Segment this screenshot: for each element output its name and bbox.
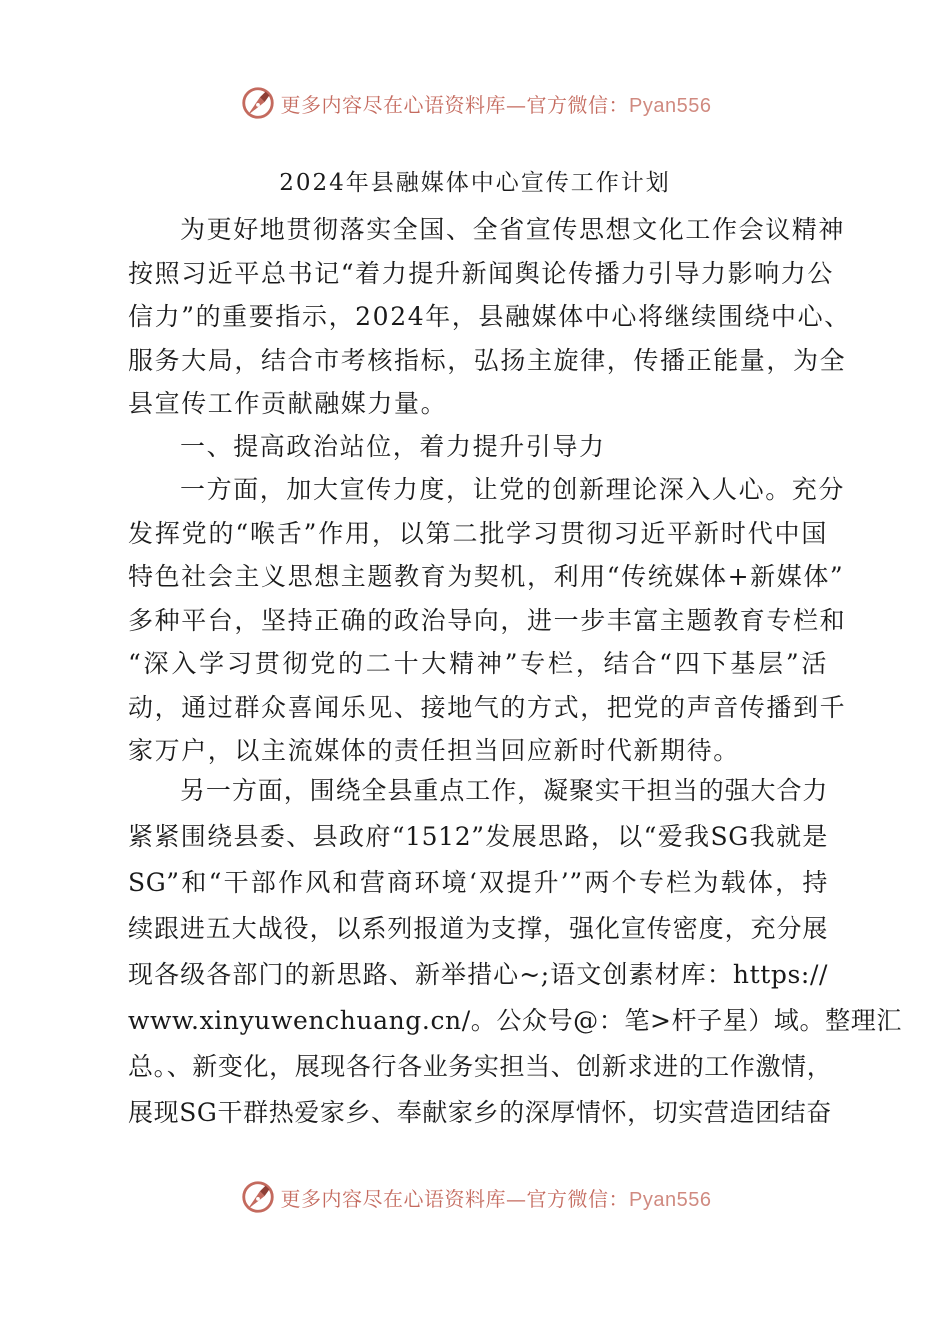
paragraph-line: 紧紧围绕县委、县政府“1512”发展思路，以“爱我SG我就是 [128,822,828,851]
paragraph-line: “深入学习贯彻党的二十大精神”专栏，结合“四下基层”活 [128,649,828,678]
paragraph-line: 特色社会主义思想主题教育为契机，利用“传统媒体+新媒体” [128,562,845,591]
paragraph-line: 动，通过群众喜闻乐见、接地气的方式，把党的声音传播到千 [128,692,847,722]
paragraph-line: 按照习近平总书记“着力提升新闻舆论传播力引导力影响力公 [128,258,834,288]
watermark-banner-top [0,78,950,128]
paragraph-line: 展现SG干群热爱家乡、奉献家乡的深厚情怀，切实营造团结奋 [128,1098,832,1127]
paragraph-line: 另一方面，围绕全县重点工作，凝聚实干担当的强大合力 [180,776,828,805]
watermark-separator: — [506,1186,527,1211]
paragraph-line: 家万户，以主流媒体的责任担当回应新时代新期待。 [128,736,740,765]
watermark-contact: Pyan556 [629,94,712,117]
paragraph-line: 县宣传工作贡献融媒力量。 [128,389,448,418]
section-heading-text: 一、提高政治站位，着力提升引导力 [180,432,606,461]
paragraph-line: 多种平台，坚持正确的政治导向，进一步丰富主题教育专栏和 [128,605,847,635]
paragraph-second-aspect [128,768,902,1136]
paragraph-first-aspect [128,468,847,773]
watermark-text [281,89,712,118]
watermark-label: 官方微信： [526,1186,630,1211]
watermark-banner-bottom [0,1172,950,1222]
paragraph-line: 一方面，加大宣传力度，让党的创新理论深入人心。充分 [180,475,846,504]
pen-nib-circle-icon [239,1178,277,1216]
watermark-text [281,1183,712,1212]
paragraph-line: 发挥党的“喉舌”作用，以第二批学习贯彻习近平新时代中国 [128,518,828,548]
paragraph-line: 现各级各部门的新思路、新举措心~;语文创素材库：https:// [128,960,828,989]
paragraph-line: 信力”的重要指示，2024年，县融媒体中心将继续围绕中心、 [128,302,851,331]
document-title: 2024年县融媒体中心宣传工作计划 [279,170,671,196]
paragraph-intro [128,208,851,426]
paragraph-line: 续跟进五大战役，以系列报道为支撑，强化宣传密度，充分展 [128,914,828,943]
watermark-brand: 更多内容尽在心语资料库 [280,92,507,117]
watermark-label: 官方微信： [526,92,630,117]
section-heading [128,425,828,469]
watermark-separator: — [506,92,527,117]
pen-nib-circle-icon [239,84,277,122]
paragraph-line: SG”和“干部作风和营商环境‘双提升’”两个专栏为载体，持 [128,868,828,897]
paragraph-line: 总。、新变化，展现各行各业务实担当、创新求进的工作激情， [128,1052,833,1081]
watermark-contact: Pyan556 [629,1188,712,1211]
paragraph-line: 服务大局，结合市考核指标，弘扬主旋律，传播正能量，为全 [128,345,847,375]
paragraph-line: www.xinyuwenchuang.cn/。公众号@：笔>杆子星）域。整理汇 [128,1006,902,1035]
paragraph-line: 为更好地贯彻落实全国、全省宣传思想文化工作会议精神 [180,215,846,244]
watermark-brand: 更多内容尽在心语资料库 [280,1186,507,1211]
